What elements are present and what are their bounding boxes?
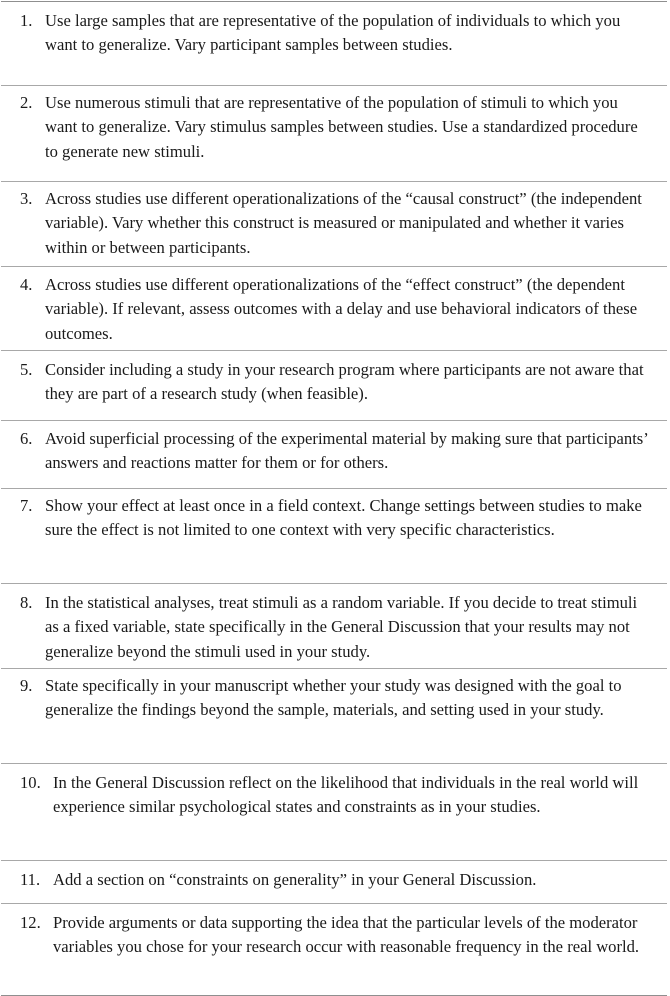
item-number: 3. <box>20 189 33 208</box>
item-text: Avoid superficial processing of the experimental material by making sure that participants’ answers and reactions matter for them or for others. <box>45 429 648 473</box>
item-number: 9. <box>20 676 33 695</box>
item-number: 10. <box>20 773 41 792</box>
item-text: State specifically in your manuscript whether your study was designed with the goal to generalize the findings beyond the sample, materials, and setting used in your study. <box>45 676 622 720</box>
table-row <box>1 421 667 489</box>
table-row <box>1 267 667 351</box>
item-text: In the General Discussion reflect on the likelihood that individuals in the real world will experience similar psychological states and constraints as in your studies. <box>53 773 639 817</box>
item-text: In the statistical analyses, treat stimuli as a random variable. If you decide to treat stimuli as a fixed variable, state specifically in the General Discussion that your results may not generalize beyond the stimuli used in your study. <box>45 593 638 661</box>
table-row <box>1 2 667 86</box>
item-text: Across studies use different operationalizations of the “effect construct” (the dependent variable). If relevant, assess outcomes with a delay and use behavioral indicators of these outcomes. <box>45 275 638 343</box>
item-number: 5. <box>20 360 33 379</box>
recommendations-table <box>1 1 667 996</box>
table-row <box>1 584 667 669</box>
table-row <box>1 669 667 764</box>
table-row <box>1 86 667 182</box>
item-text: Across studies use different operationalizations of the “causal construct” (the independent variable). Vary whether this construct is measured or manipulated and whether it varies within or between participants. <box>45 189 642 257</box>
item-number: 8. <box>20 593 33 612</box>
table-row <box>1 351 667 421</box>
item-text: Use large samples that are representative of the population of individuals to which you want to generalize. Vary participant samples between studies. <box>45 11 621 55</box>
item-number: 12. <box>20 913 41 932</box>
item-text: Provide arguments or data supporting the idea that the particular levels of the moderator variables you chose for your research occur with reasonable frequency in the real world. <box>53 913 640 957</box>
table-row <box>1 182 667 267</box>
item-number: 7. <box>20 496 33 515</box>
table-row <box>1 904 667 995</box>
item-number: 2. <box>20 93 33 112</box>
item-number: 11. <box>20 870 41 889</box>
item-number: 6. <box>20 429 33 448</box>
item-text: Show your effect at least once in a field context. Change settings between studies to make sure the effect is not limited to one context with very specific characteristics. <box>45 496 642 540</box>
table-row <box>1 764 667 861</box>
item-text: Add a section on “constraints on generality” in your General Discussion. <box>53 870 537 889</box>
item-text: Consider including a study in your research program where participants are not aware that they are part of a research study (when feasible). <box>45 360 644 404</box>
table-row <box>1 489 667 584</box>
item-number: 1. <box>20 11 33 30</box>
item-text: Use numerous stimuli that are representative of the population of stimuli to which you want to generalize. Vary stimulus samples between studies. Use a standardized procedure to generate new stimuli. <box>45 93 638 161</box>
table-row <box>1 861 667 904</box>
item-number: 4. <box>20 275 33 294</box>
